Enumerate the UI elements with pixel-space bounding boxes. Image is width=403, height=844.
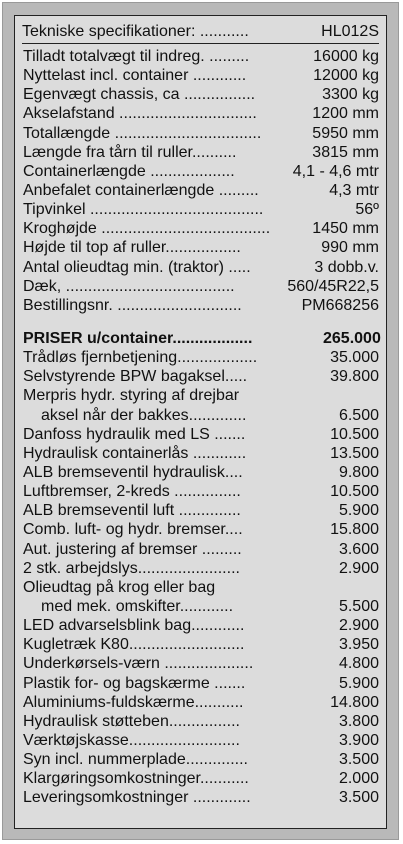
- price-row-value: 5.500: [338, 597, 379, 615]
- price-row: [23, 635, 379, 654]
- price-row-value: 2.000: [338, 770, 379, 788]
- price-row: [23, 750, 379, 769]
- price-row-label: med mek. omskifter............: [41, 597, 234, 615]
- price-row: [23, 329, 379, 348]
- price-row-label: Klargøringsomkostninger...........: [23, 770, 249, 788]
- price-row-label: ALB bremseventil hydraulisk....: [23, 463, 243, 481]
- price-row: [23, 597, 379, 616]
- price-row-value: 2.900: [338, 617, 379, 635]
- sheet-header: [22, 21, 379, 44]
- sheet-title: Tekniske specifikationer: ...........: [22, 23, 249, 40]
- price-row-value: 3.900: [338, 731, 379, 749]
- price-row-label: Selvstyrende BPW bagaksel.....: [23, 368, 248, 386]
- spec-row-value: 4,3 mtr: [329, 181, 379, 199]
- spec-row: [23, 296, 379, 315]
- spec-row: [23, 47, 379, 66]
- price-row: [23, 367, 379, 386]
- price-row-label: Comb. luft- og hydr. bremser....: [23, 521, 243, 539]
- price-row-value: 13.500: [330, 444, 379, 462]
- spec-row: [23, 104, 379, 123]
- price-row: [23, 348, 379, 367]
- price-row-value: 35.000: [330, 349, 379, 367]
- price-row-label: Luftbremser, 2-kreds ...............: [23, 483, 241, 501]
- spec-row: [23, 200, 379, 219]
- price-row-value: 5.900: [338, 674, 379, 692]
- price-row-label: Hydraulisk støtteben................: [23, 712, 240, 730]
- spec-row-label: Totallængde .................................: [23, 124, 262, 142]
- spec-row-value: 12000 kg: [313, 67, 379, 85]
- sheet-rows: [23, 47, 379, 807]
- price-row-label: 2 stk. arbejdslys.......................: [23, 559, 240, 577]
- price-row-value: 3.600: [338, 540, 379, 558]
- price-row-value: 10.500: [330, 483, 379, 501]
- price-row-value: 6.500: [338, 406, 379, 424]
- price-row: [23, 406, 379, 425]
- spec-row: [23, 66, 379, 85]
- price-row-label: LED advarselsblink bag............: [23, 617, 245, 635]
- price-row-label: Aluminiums-fuldskærme...........: [23, 693, 244, 711]
- spec-row-label: Længde fra tårn til ruller..........: [23, 143, 237, 161]
- price-row-label: Danfoss hydraulik med LS .......: [23, 425, 246, 443]
- spec-row: [23, 277, 379, 296]
- spec-row: [23, 124, 379, 143]
- spec-row-label: Tipvinkel .......................................: [23, 201, 264, 219]
- spec-row-label: Antal olieudtag min. (traktor) .....: [23, 258, 251, 276]
- price-row-label: Syn incl. nummerplade..............: [23, 751, 248, 769]
- price-row: [23, 463, 379, 482]
- spec-row: [23, 162, 379, 181]
- price-row: [23, 425, 379, 444]
- spec-row: [23, 85, 379, 104]
- price-row: [23, 693, 379, 712]
- price-row-value: 4.800: [338, 655, 379, 673]
- spec-row-label: Containerlængde ...................: [23, 162, 235, 180]
- spec-row-value: 5950 mm: [312, 124, 379, 142]
- spec-row-label: Dæk, ......................................: [23, 277, 235, 295]
- spec-row-label: Kroghøjde ......................................: [23, 220, 271, 238]
- price-row-label: Merpris hydr. styring af drejbar: [23, 387, 240, 405]
- price-row-label: Olieudtag på krog eller bag: [23, 578, 216, 596]
- price-row-label: Hydraulisk containerlås ............: [23, 444, 247, 462]
- price-row-label: Underkørsels-værn ....................: [23, 655, 254, 673]
- price-row-value: 2.900: [338, 559, 379, 577]
- price-row: [23, 616, 379, 635]
- spec-row-label: Anbefalet containerlængde .........: [23, 181, 259, 199]
- price-row-label: Kugletræk K80..........................: [23, 636, 245, 654]
- price-row: [23, 674, 379, 693]
- spec-row-label: Akselafstand ...............................: [23, 105, 257, 123]
- spec-row: [23, 238, 379, 257]
- price-row-label: aksel når der bakkes.............: [41, 406, 247, 424]
- price-row: [23, 712, 379, 731]
- price-row-value: 39.800: [330, 368, 379, 386]
- spec-sheet-card: [14, 15, 387, 829]
- section-spacer: [23, 315, 379, 329]
- price-row-label: Trådløs fjernbetjening..................: [23, 349, 258, 367]
- spec-row: [23, 219, 379, 238]
- price-row-value: 14.800: [330, 693, 379, 711]
- price-row: [23, 444, 379, 463]
- price-row-value: 3.500: [338, 789, 379, 807]
- price-row: [23, 578, 379, 597]
- price-row-label: ALB bremseventil luft ..............: [23, 502, 241, 520]
- price-row-value: 265.000: [323, 329, 381, 347]
- price-row-value: 9.800: [338, 463, 379, 481]
- spec-row: [23, 258, 379, 277]
- spec-row-value: 16000 kg: [313, 48, 379, 65]
- price-row: [23, 482, 379, 501]
- spec-row-label: Højde til top af ruller.................: [23, 239, 241, 257]
- spec-row-label: Bestillingsnr. ............................: [23, 296, 242, 314]
- price-row: [23, 520, 379, 539]
- spec-row-value: 990 mm: [321, 239, 379, 257]
- model-code: HL012S: [321, 23, 379, 40]
- spec-row-value: 3815 mm: [312, 143, 379, 161]
- spec-row-label: Nyttelast incl. container ............: [23, 67, 247, 85]
- price-row: [23, 559, 379, 578]
- price-row: [23, 540, 379, 559]
- price-row: [23, 501, 379, 520]
- price-row-value: 3.500: [338, 751, 379, 769]
- price-row-value: 5.900: [338, 502, 379, 520]
- spec-row-value: 3300 kg: [322, 86, 379, 104]
- spec-row-value: 1450 mm: [312, 220, 379, 238]
- price-row: [23, 386, 379, 405]
- price-row-value: 3.950: [338, 636, 379, 654]
- spec-row-value: 3 dobb.v.: [314, 258, 379, 276]
- price-row-label: Leveringsomkostninger .............: [23, 789, 251, 807]
- spec-row: [23, 181, 379, 200]
- spec-row: [23, 143, 379, 162]
- spec-row-value: 4,1 - 4,6 mtr: [292, 162, 379, 180]
- price-row: [23, 788, 379, 807]
- price-row: [23, 769, 379, 788]
- price-row-value: 3.800: [338, 712, 379, 730]
- price-row: [23, 654, 379, 673]
- price-row-value: 15.800: [330, 521, 379, 539]
- price-row-value: 10.500: [330, 425, 379, 443]
- spec-row-value: 56º: [355, 201, 379, 219]
- spec-row-label: Egenvægt chassis, ca ................: [23, 86, 256, 104]
- price-row-label: Plastik for- og bagskærme .......: [23, 674, 246, 692]
- spec-row-label: Tilladt totalvægt til indreg. .........: [23, 48, 250, 65]
- price-row-label: Aut. justering af bremser .........: [23, 540, 242, 558]
- spec-sheet-frame: [2, 2, 399, 840]
- spec-row-value: 560/45R22,5: [287, 277, 379, 295]
- price-row-label: Værktøjskasse.........................: [23, 731, 240, 749]
- spec-row-value: PM668256: [301, 296, 379, 314]
- spec-row-value: 1200 mm: [312, 105, 379, 123]
- price-row-label: PRISER u/container..................: [23, 329, 253, 347]
- price-row: [23, 731, 379, 750]
